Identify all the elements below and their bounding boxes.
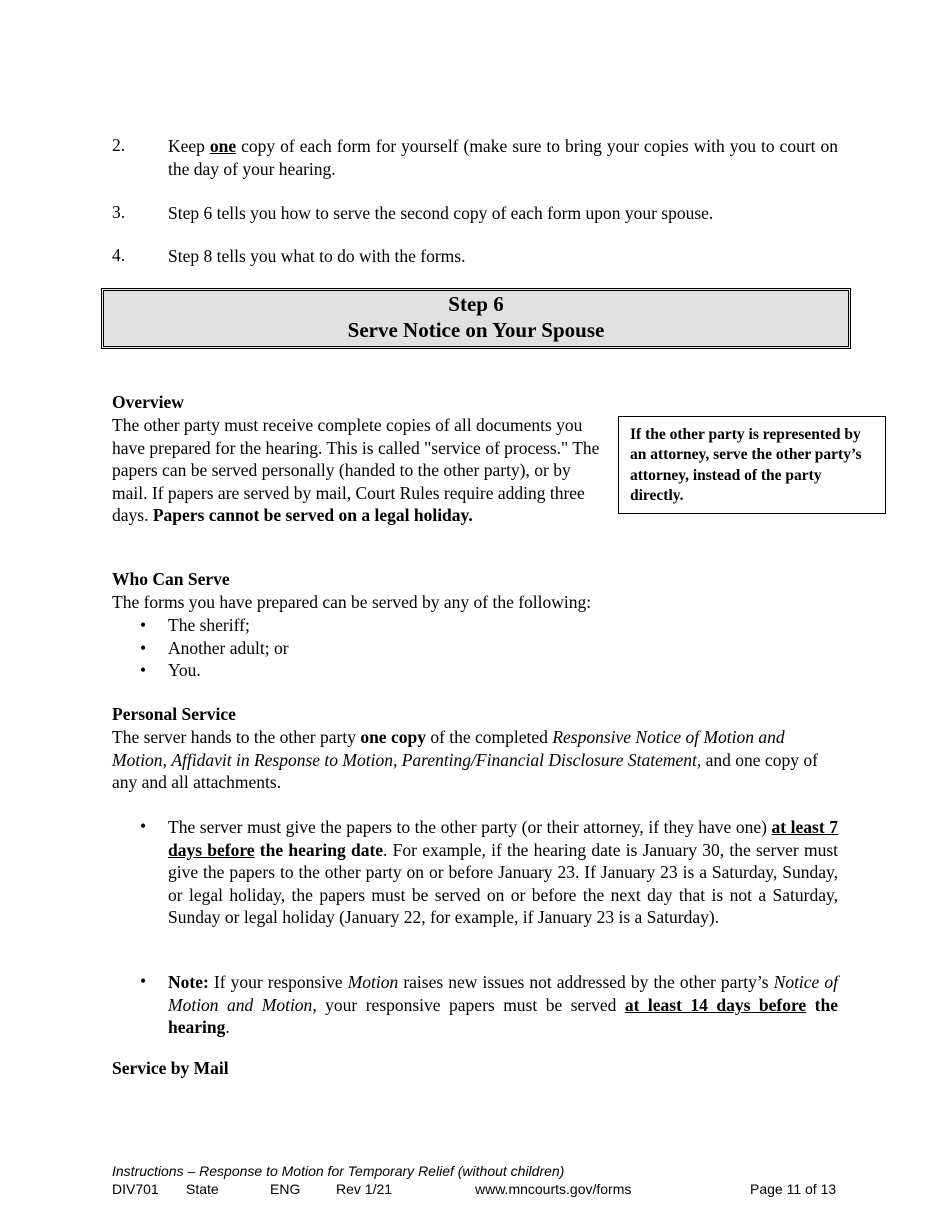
- footer-form-id: DIV701: [112, 1181, 159, 1197]
- list-item: • The sheriff;: [140, 615, 250, 635]
- footer-title: Instructions – Response to Motion for Temporary Relief (without children): [112, 1163, 565, 1179]
- step-number: Step 6: [448, 292, 504, 316]
- attorney-note-box: If the other party is represented by an attorney, serve the other party’s attorney, instead of the party directly.: [618, 416, 886, 514]
- step-title: Serve Notice on Your Spouse: [347, 318, 605, 342]
- note-bullet: • Note: If your responsive Motion raises new issues not addressed by the other party’s Notice of Motion and Motion, your responsive papers must be served at least 14 days before the hearing.: [140, 971, 839, 1037]
- overview-text: The other party must receive complete copies of all documents you have prepared for the hearing. This is called "service of process." The papers can be served personally (handed to the other party), or by mail. If papers are served by mail, Court Rules require adding three days. Papers cannot be served on a legal holiday.: [112, 415, 600, 525]
- item-number: 4.: [112, 245, 126, 265]
- item-text: Step 6 tells you how to serve the second copy of each form upon your spouse.: [168, 203, 714, 223]
- list-item: • You.: [140, 660, 201, 680]
- overview-heading: Overview: [112, 392, 184, 412]
- item-number: 3.: [112, 202, 126, 222]
- item-number: 2.: [112, 135, 126, 155]
- who-can-serve-intro: The forms you have prepared can be served by any of the following:: [112, 592, 592, 612]
- service-by-mail-heading: Service by Mail: [112, 1058, 229, 1078]
- step-heading-box: [101, 288, 851, 349]
- list-item: • Another adult; or: [140, 637, 289, 658]
- footer-court: State: [186, 1181, 219, 1197]
- personal-service-text: The server hands to the other party one copy of the completed Responsive Notice of Motion and Motion, Affidavit in Response to Motion, Parenting/Financial Disclosure Statement, and one copy of any and all attachments.: [112, 727, 818, 792]
- item-text: Keep one copy of each form for yourself (make sure to bring your copies with you to court on the day of your hearing.: [168, 136, 838, 179]
- footer-url: www.mncourts.gov/forms: [475, 1181, 632, 1197]
- item-text: Step 8 tells you what to do with the forms.: [168, 246, 466, 266]
- footer-revision: Rev 1/21: [336, 1181, 393, 1197]
- timing-bullet: • The server must give the papers to the other party (or their attorney, if they have one) at least 7 days before the hearing date. For example, if the hearing date is January 30, the server must give the papers to the other party on or before January 23. If January 23 is a Saturday, Sunday, or legal holiday, the papers must be served on or before the next day that is not a Saturday, Sunday or legal holiday (January 22, for example, if January 23 is a Saturday).: [140, 816, 838, 927]
- who-can-serve-heading: Who Can Serve: [112, 569, 230, 589]
- footer-page-number: Page 11 of 13: [750, 1181, 837, 1197]
- personal-service-heading: Personal Service: [112, 704, 236, 724]
- footer-language: ENG: [270, 1181, 301, 1197]
- server-list: [112, 614, 289, 682]
